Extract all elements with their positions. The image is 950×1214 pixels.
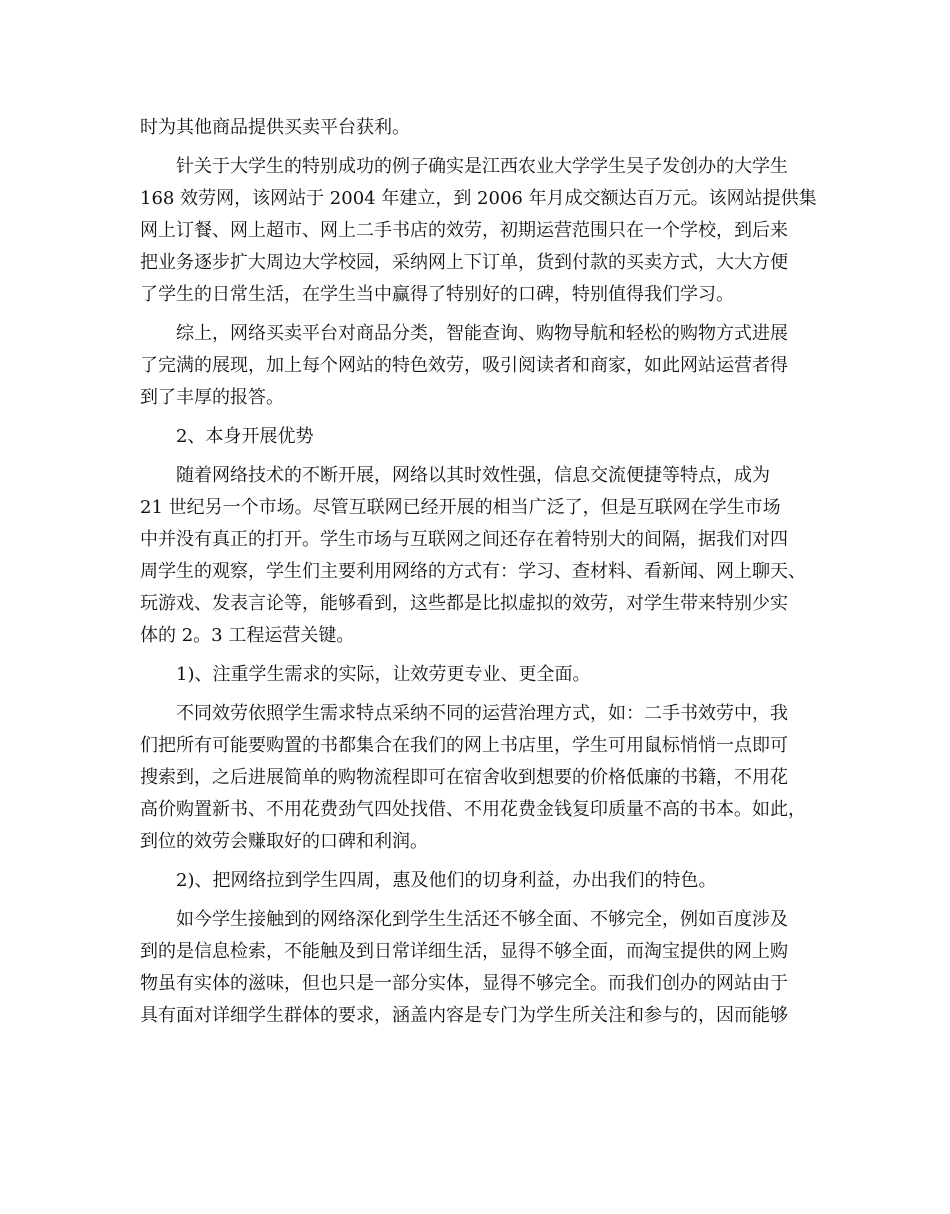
text-line: 把业务逐步扩大周边大学校园，采纳网上下订单，货到付款的买卖方式，大大方便	[140, 252, 788, 273]
paragraph-3	[140, 318, 820, 414]
text-line: 2、本身开展优势	[176, 426, 314, 447]
text-line: 们把所有可能要购置的书都集合在我们的网上书店里，学生可用鼠标悄悄一点即可	[140, 735, 788, 756]
text-line: 1)、注重学生需求的实际，让效劳更专业、更全面。	[176, 664, 591, 685]
text-line: 2)、把网络拉到学生四周，惠及他们的切身利益，办出我们的特色。	[176, 870, 717, 891]
paragraph-2	[140, 151, 820, 311]
text-line: 物虽有实体的滋味，但也只是一部分实体，显得不够完全。而我们创办的网站由于	[140, 973, 788, 994]
text-line: 随着网络技术的不断开展，网络以其时效性强，信息交流便捷等特点，成为	[176, 465, 770, 486]
text-line: 不同效劳依照学生需求特点采纳不同的运营治理方式，如：二手书效劳中，我	[176, 703, 788, 724]
text-line: 21 世纪另一个市场。尽管互联网已经开展的相当广泛了，但是互联网在学生市场	[140, 497, 781, 518]
list-item-1	[140, 659, 820, 691]
text-line: 综上，网络买卖平台对商品分类，智能查询、购物导航和轻松的购物方式进展	[176, 323, 788, 344]
text-line: 到的是信息检索，不能触及到日常详细生活，显得不够全面，而淘宝提供的网上购	[140, 941, 788, 962]
paragraph-1	[140, 112, 820, 144]
text-line: 了学生的日常生活，在学生当中赢得了特别好的口碑，特别值得我们学习。	[140, 284, 734, 305]
text-line: 玩游戏、发表言论等，能够看到，这些都是比拟虚拟的效劳，对学生带来特别少实	[140, 593, 788, 614]
text-line: 到位的效劳会赚取好的口碑和利润。	[140, 831, 428, 852]
text-line: 时为其他商品提供买卖平台获利。	[140, 117, 410, 138]
paragraph-5	[140, 698, 820, 858]
text-line: 周学生的观察，学生们主要利用网络的方式有：学习、查材料、看新闻、网上聊天、	[140, 561, 806, 582]
text-line: 中并没有真正的打开。学生市场与互联网之间还存在着特别大的间隔，据我们对四	[140, 529, 788, 550]
list-item-2	[140, 865, 820, 897]
text-line: 具有面对详细学生群体的要求，涵盖内容是专门为学生所关注和参与的，因而能够	[140, 1005, 788, 1026]
paragraph-6	[140, 904, 820, 1032]
text-line: 如今学生接触到的网络深化到学生生活还不够全面、不够完全，例如百度涉及	[176, 909, 788, 930]
text-line: 针关于大学生的特别成功的例子确实是江西农业大学学生吴子发创办的大学生	[176, 156, 788, 177]
text-line: 到了丰厚的报答。	[140, 387, 284, 408]
document-body	[140, 112, 820, 1032]
text-line: 网上订餐、网上超市、网上二手书店的效劳，初期运营范围只在一个学校，到后来	[140, 220, 788, 241]
text-line: 高价购置新书、不用花费劲气四处找借、不用花费金钱复印质量不高的书本。如此，	[140, 799, 806, 820]
text-line: 了完满的展现，加上每个网站的特色效劳，吸引阅读者和商家，如此网站运营者得	[140, 355, 788, 376]
text-line: 搜索到，之后进展简单的购物流程即可在宿舍收到想要的价格低廉的书籍，不用花	[140, 767, 788, 788]
section-heading	[140, 421, 820, 453]
text-line: 体的 2。3 工程运营关键。	[140, 625, 355, 646]
text-line: 168 效劳网，该网站于 2004 年建立，到 2006 年月成交额达百万元。该网站提供集	[140, 188, 817, 209]
paragraph-4	[140, 460, 820, 652]
